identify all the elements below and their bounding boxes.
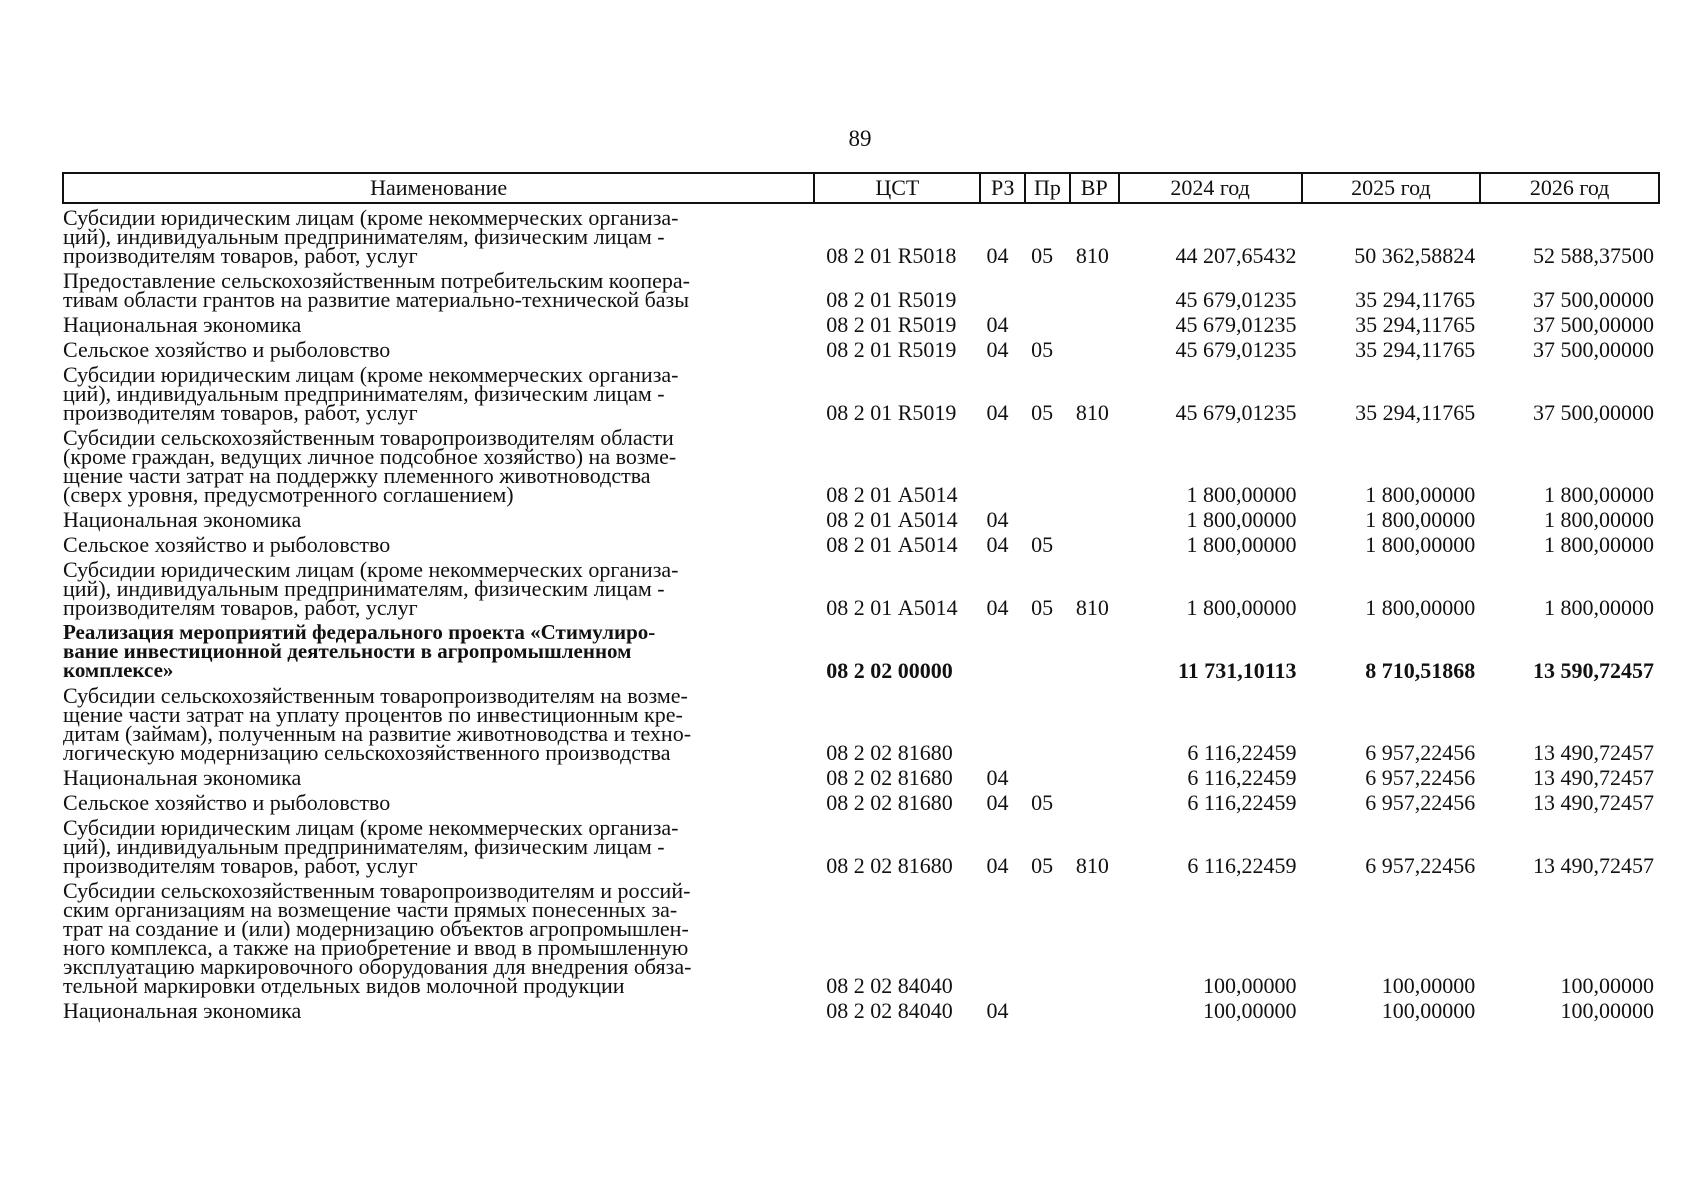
row-vr <box>1070 875 1119 995</box>
row-name: Сельское хозяйство и рыболовство <box>63 532 391 557</box>
row-value-2026: 13 490,72457 <box>1533 765 1654 790</box>
budget-table <box>62 172 1660 1023</box>
row-pr: 05 <box>1031 595 1054 620</box>
row-vr <box>1070 504 1119 529</box>
row-rz <box>980 265 1025 309</box>
row-value-2025: 35 294,11765 <box>1355 287 1476 312</box>
row-pr <box>1025 504 1070 529</box>
row-value-2024: 100,00000 <box>1203 973 1297 998</box>
row-value-2026: 37 500,00000 <box>1533 400 1654 425</box>
row-code: 08 2 01 R5019 <box>826 287 957 312</box>
row-value-2025: 1 800,00000 <box>1365 595 1476 620</box>
row-name: Субсидии сельскохозяйственным товаропроизводителям и россий- ским организациям на возмещение части прямых понесенных за- трат на создание и (или) модернизацию объектов агропромышлен- ного комплекса, а также на приобретение и ввод в промышленную эксплуатацию маркировочного оборудования для внедрения обяза- тельной маркировки отдельных видов молочной продукции <box>63 878 692 998</box>
row-code: 08 2 01 R5018 <box>826 243 957 268</box>
row-rz <box>980 680 1025 762</box>
row-code: 08 2 01 R5019 <box>826 400 957 425</box>
table-row <box>63 265 1659 309</box>
row-value-2025: 35 294,11765 <box>1355 337 1476 362</box>
row-value-2026: 13 490,72457 <box>1533 790 1654 815</box>
row-value-2026: 13 490,72457 <box>1533 853 1654 878</box>
row-value-2024: 44 207,65432 <box>1175 243 1297 268</box>
header-rz: РЗ <box>980 173 1025 203</box>
row-name: Сельское хозяйство и рыболовство <box>63 337 391 362</box>
row-vr <box>1070 334 1119 359</box>
row-name: Национальная экономика <box>63 765 302 790</box>
row-rz <box>980 617 1025 680</box>
table-row <box>63 359 1659 422</box>
row-rz: 04 <box>986 765 1009 790</box>
row-value-2025: 6 957,22456 <box>1365 740 1476 765</box>
row-code: 08 2 02 84040 <box>826 973 953 998</box>
row-pr: 05 <box>1031 337 1054 362</box>
row-pr <box>1025 762 1070 787</box>
table-row <box>63 995 1659 1020</box>
row-value-2024: 1 800,00000 <box>1186 482 1297 507</box>
row-code: 08 2 01 А5014 <box>826 595 958 620</box>
row-vr <box>1070 787 1119 812</box>
row-rz: 04 <box>986 337 1009 362</box>
row-rz: 04 <box>986 532 1009 557</box>
row-value-2024: 45 679,01235 <box>1175 337 1297 362</box>
row-name: Реализация мероприятий федерального проекта «Стимулиро- вание инвестиционной деятельности в агропромышленном комплексе» <box>63 620 656 682</box>
row-value-2025: 35 294,11765 <box>1355 400 1476 425</box>
table-row <box>63 203 1659 265</box>
table-row <box>63 787 1659 812</box>
row-code: 08 2 02 81680 <box>826 790 953 815</box>
row-value-2025: 100,00000 <box>1381 973 1476 998</box>
row-value-2025: 6 957,22456 <box>1365 790 1476 815</box>
row-pr: 05 <box>1031 532 1054 557</box>
row-name: Национальная экономика <box>63 312 302 337</box>
table-body <box>63 203 1659 1023</box>
row-rz: 04 <box>986 400 1009 425</box>
row-value-2024: 6 116,22459 <box>1187 790 1297 815</box>
row-pr <box>1025 309 1070 334</box>
row-code: 08 2 02 81680 <box>826 853 953 878</box>
row-vr <box>1070 995 1119 1020</box>
row-pr <box>1025 617 1070 680</box>
header-name: Наименование <box>63 173 814 203</box>
row-name: Сельское хозяйство и рыболовство <box>63 790 391 815</box>
row-value-2026: 52 588,37500 <box>1533 243 1654 268</box>
row-value-2026: 37 500,00000 <box>1533 312 1654 337</box>
table-row <box>63 529 1659 554</box>
row-name: Национальная экономика <box>63 998 302 1023</box>
row-value-2026: 37 500,00000 <box>1533 287 1654 312</box>
row-value-2026: 1 800,00000 <box>1544 507 1654 532</box>
row-value-2025: 6 957,22456 <box>1365 853 1476 878</box>
table-row <box>63 334 1659 359</box>
row-vr <box>1070 680 1119 762</box>
row-value-2024: 11 731,10113 <box>1177 658 1297 683</box>
row-code: 08 2 02 81680 <box>826 765 953 790</box>
row-name: Субсидии сельскохозяйственным товаропроизводителям области (кроме граждан, ведущих личное подсобное хозяйство) на возме- щение части затрат на поддержку племенного животноводства (сверх уровня, предусмотренного соглашением) <box>63 425 677 507</box>
row-name: Субсидии юридическим лицам (кроме некоммерческих организа- ций), индивидуальным предпринимателям, физическим лицам - производителям товаров, работ, услуг <box>63 815 679 878</box>
row-pr: 05 <box>1031 243 1054 268</box>
row-value-2026: 1 800,00000 <box>1544 595 1654 620</box>
row-value-2024: 45 679,01235 <box>1175 287 1297 312</box>
row-pr: 05 <box>1031 400 1054 425</box>
table-row <box>63 554 1659 617</box>
row-value-2025: 100,00000 <box>1381 998 1476 1023</box>
row-vr <box>1070 617 1119 680</box>
row-code: 08 2 01 R5019 <box>826 337 957 362</box>
row-value-2026: 37 500,00000 <box>1533 337 1654 362</box>
row-value-2025: 35 294,11765 <box>1355 312 1476 337</box>
row-value-2025: 8 710,51868 <box>1365 658 1476 683</box>
header-2026: 2026 год <box>1480 173 1659 203</box>
row-rz <box>980 875 1025 995</box>
header-2024: 2024 год <box>1119 173 1302 203</box>
row-pr <box>1025 265 1070 309</box>
row-vr: 810 <box>1075 853 1109 878</box>
row-value-2025: 1 800,00000 <box>1365 532 1476 557</box>
row-value-2026: 100,00000 <box>1560 998 1654 1023</box>
row-value-2026: 13 490,72457 <box>1533 740 1654 765</box>
row-value-2024: 45 679,01235 <box>1175 312 1297 337</box>
row-code: 08 2 01 А5014 <box>826 482 958 507</box>
page-number: 89 <box>848 126 872 151</box>
row-value-2026: 100,00000 <box>1560 973 1654 998</box>
row-pr <box>1025 875 1070 995</box>
row-name: Предоставление сельскохозяйственным потребительским коопера- тивам области грантов на развитие материально-технической базы <box>63 268 690 312</box>
row-name: Национальная экономика <box>63 507 302 532</box>
row-rz: 04 <box>986 790 1009 815</box>
table-row <box>63 504 1659 529</box>
row-rz: 04 <box>986 312 1009 337</box>
row-vr: 810 <box>1075 400 1109 425</box>
row-value-2024: 45 679,01235 <box>1175 400 1297 425</box>
row-value-2025: 1 800,00000 <box>1365 482 1476 507</box>
row-pr: 05 <box>1031 853 1054 878</box>
row-rz <box>980 422 1025 504</box>
row-vr <box>1070 265 1119 309</box>
row-value-2025: 1 800,00000 <box>1365 507 1476 532</box>
row-value-2024: 1 800,00000 <box>1186 507 1297 532</box>
row-vr <box>1070 309 1119 334</box>
row-name: Субсидии юридическим лицам (кроме некоммерческих организа- ций), индивидуальным предпринимателям, физическим лицам - производителям товаров, работ, услуг <box>63 362 679 425</box>
row-rz: 04 <box>986 998 1009 1023</box>
table-row <box>63 617 1659 680</box>
header-code: ЦСТ <box>814 173 980 203</box>
row-value-2024: 6 116,22459 <box>1187 765 1297 790</box>
row-code: 08 2 01 R5019 <box>826 312 957 337</box>
row-value-2024: 1 800,00000 <box>1186 595 1297 620</box>
row-value-2024: 100,00000 <box>1203 998 1297 1023</box>
table-header-row <box>63 173 1659 203</box>
header-2025: 2025 год <box>1302 173 1481 203</box>
header-vr: ВР <box>1070 173 1119 203</box>
row-value-2026: 13 590,72457 <box>1533 658 1654 683</box>
row-code: 08 2 02 81680 <box>826 740 953 765</box>
row-rz: 04 <box>986 507 1009 532</box>
row-vr: 810 <box>1075 595 1109 620</box>
row-name: Субсидии юридическим лицам (кроме некоммерческих организа- ций), индивидуальным предпринимателям, физическим лицам - производителям товаров, работ, услуг <box>63 557 679 620</box>
row-rz: 04 <box>986 853 1009 878</box>
table-row <box>63 680 1659 762</box>
row-value-2026: 1 800,00000 <box>1544 482 1654 507</box>
row-pr: 05 <box>1031 790 1054 815</box>
row-vr <box>1070 762 1119 787</box>
row-vr: 810 <box>1075 243 1109 268</box>
table-row <box>63 812 1659 875</box>
row-code: 08 2 01 А5014 <box>826 507 958 532</box>
row-name: Субсидии юридическим лицам (кроме некоммерческих организа- ций), индивидуальным предпринимателям, физическим лицам - производителям товаров, работ, услуг <box>63 205 679 268</box>
table-row <box>63 309 1659 334</box>
row-value-2024: 1 800,00000 <box>1186 532 1297 557</box>
table-row <box>63 762 1659 787</box>
row-code: 08 2 02 00000 <box>826 658 953 683</box>
row-value-2025: 6 957,22456 <box>1365 765 1476 790</box>
row-name: Субсидии сельскохозяйственным товаропроизводителям на возме- щение части затрат на уплату процентов по инвестиционным кре- дитам (займам), полученным на развитие животноводства и техно- логическую модернизацию сельскохозяйственного производства <box>63 683 692 765</box>
row-rz: 04 <box>986 243 1009 268</box>
row-code: 08 2 02 84040 <box>826 998 953 1023</box>
row-value-2024: 6 116,22459 <box>1187 853 1297 878</box>
table-row <box>63 422 1659 504</box>
row-rz: 04 <box>986 595 1009 620</box>
row-pr <box>1025 422 1070 504</box>
row-vr <box>1070 529 1119 554</box>
row-pr <box>1025 680 1070 762</box>
row-value-2025: 50 362,58824 <box>1354 243 1476 268</box>
row-vr <box>1070 422 1119 504</box>
row-value-2026: 1 800,00000 <box>1544 532 1654 557</box>
row-pr <box>1025 995 1070 1020</box>
table-row <box>63 875 1659 995</box>
header-pr: Пр <box>1025 173 1070 203</box>
row-code: 08 2 01 А5014 <box>826 532 958 557</box>
row-value-2024: 6 116,22459 <box>1187 740 1297 765</box>
